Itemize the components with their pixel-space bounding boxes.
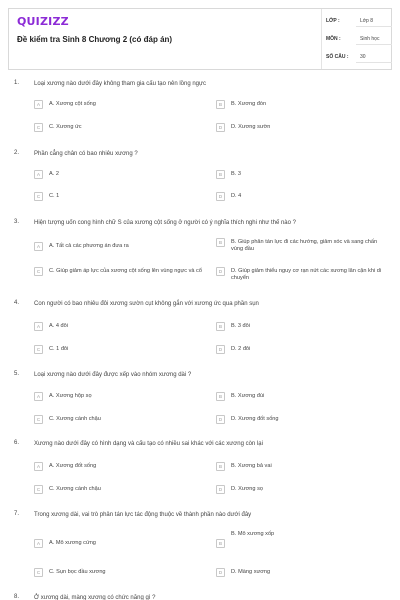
option-text: A. Mô xương cứng [49, 540, 96, 546]
meta-count-value: 30 [356, 49, 392, 63]
option-text: C. Sụn bọc đầu xương [49, 569, 106, 575]
option-text: D. Xương sọ [231, 486, 263, 492]
option-text: D. Xương sườn [231, 124, 271, 130]
meta-count-label: SỐ CÂU : [326, 54, 349, 60]
option-box[interactable]: A [34, 539, 43, 548]
meta-subject-label: MÔN : [326, 36, 341, 42]
option-text: B. Xương đùi [231, 393, 265, 399]
option-box[interactable]: D [216, 123, 225, 132]
option-box[interactable]: C [34, 192, 43, 201]
option-text: A. 4 đôi [49, 323, 68, 329]
meta-class-value: Lớp 8 [356, 13, 392, 27]
option-text: D. Màng xương [231, 569, 271, 575]
option-box[interactable]: B [216, 170, 225, 179]
option-box[interactable]: A [34, 242, 43, 251]
option-box[interactable]: C [34, 415, 43, 424]
option-box[interactable]: C [34, 485, 43, 494]
option-text: D. 2 đôi [231, 346, 251, 352]
document-title: Đề kiểm tra Sinh 8 Chương 2 (có đáp án) [17, 35, 173, 44]
option-text: A. Xương cột sống [49, 101, 96, 107]
question-number: 6. [14, 440, 20, 446]
option-text: B. Giúp phân tán lực đi các hướng, giảm xóc và sang chấn vùng đầu [231, 239, 378, 252]
option-box[interactable]: C [34, 568, 43, 577]
option-text: A. Xương hộp sọ [49, 393, 92, 399]
option-box[interactable]: C [34, 267, 43, 276]
document-header [8, 8, 392, 70]
option-box[interactable]: B [216, 238, 225, 247]
meta-class [326, 13, 394, 29]
option-text: A. 2 [49, 171, 59, 177]
question-text: Phần cẳng chân có bao nhiêu xương ? [34, 151, 138, 157]
question-number: 3. [14, 219, 20, 225]
question-number: 1. [14, 80, 20, 86]
option-text: C. 1 đôi [49, 346, 69, 352]
option-box[interactable]: A [34, 392, 43, 401]
option-text: C. Xương cánh chậu [49, 416, 101, 422]
option-text: C. Xương cánh chậu [49, 486, 101, 492]
meta-panel [321, 9, 393, 69]
question-text: Trong xương dài, vai trò phân tán lực tác động thuộc về thành phần nào dưới đây [34, 512, 252, 518]
question-text: Xương nào dưới đây có hình dạng và cấu tạo có nhiều sai khác với các xương còn lại [34, 441, 263, 447]
question-text: Con người có bao nhiêu đôi xương sườn cụt không gắn với xương ức qua phần sụn [34, 301, 259, 307]
meta-count [326, 49, 394, 65]
option-box[interactable]: A [34, 170, 43, 179]
option-text: D. Giúp giảm thiểu nguy cơ rạn nứt các xương lân cận khi di chuyển [231, 268, 382, 281]
option-text: C. Giúp giảm áp lực của xương cột sống lên vùng ngực và cổ [49, 268, 202, 274]
meta-subject [326, 31, 394, 47]
question-number: 8. [14, 594, 20, 600]
meta-subject-value: Sinh học [356, 31, 392, 45]
option-box[interactable]: A [34, 322, 43, 331]
option-text: D. 4 [231, 193, 242, 199]
option-text: B. 3 [231, 171, 241, 177]
option-box[interactable]: D [216, 192, 225, 201]
option-box[interactable]: D [216, 485, 225, 494]
option-box[interactable]: B [216, 100, 225, 109]
option-text: B. Xương đòn [231, 101, 267, 107]
quizizz-logo: QUIZIZZ [17, 15, 69, 28]
question-text: Loại xương nào dưới đây được xếp vào nhóm xương dài ? [34, 372, 192, 378]
question-number: 2. [14, 150, 20, 156]
option-text: C. Xương ức [49, 124, 82, 130]
option-text: A. Xương đốt sống [49, 463, 97, 469]
question-text: Loại xương nào dưới đây không tham gia cấu tạo nên lồng ngực [34, 81, 207, 87]
option-box[interactable]: B [216, 462, 225, 471]
option-box[interactable]: D [216, 267, 225, 276]
option-box[interactable]: B [216, 539, 225, 548]
option-text: A. Tất cả các phương án đưa ra [49, 243, 129, 249]
question-number: 5. [14, 371, 20, 377]
option-text: B. 3 đôi [231, 323, 250, 329]
option-text: C. 1 [49, 193, 60, 199]
option-box[interactable]: C [34, 123, 43, 132]
option-box[interactable]: A [34, 100, 43, 109]
option-box[interactable]: B [216, 392, 225, 401]
option-box[interactable]: D [216, 568, 225, 577]
question-text: Ở xương dài, màng xương có chức năng gì ? [34, 595, 156, 600]
question-text: Hiện tượng uốn cong hình chữ S của xương cột sống ở người có ý nghĩa thích nghi như thế nào ? [34, 220, 296, 226]
option-text: B. Mô xương xốp [231, 531, 275, 537]
option-box[interactable]: A [34, 462, 43, 471]
question-number: 7. [14, 511, 20, 517]
question-number: 4. [14, 300, 20, 306]
meta-class-label: LỚP : [326, 18, 340, 24]
option-box[interactable]: C [34, 345, 43, 354]
option-text: B. Xương bả vai [231, 463, 272, 469]
option-box[interactable]: D [216, 415, 225, 424]
option-box[interactable]: B [216, 322, 225, 331]
option-box[interactable]: D [216, 345, 225, 354]
option-text: D. Xương đốt sống [231, 416, 279, 422]
